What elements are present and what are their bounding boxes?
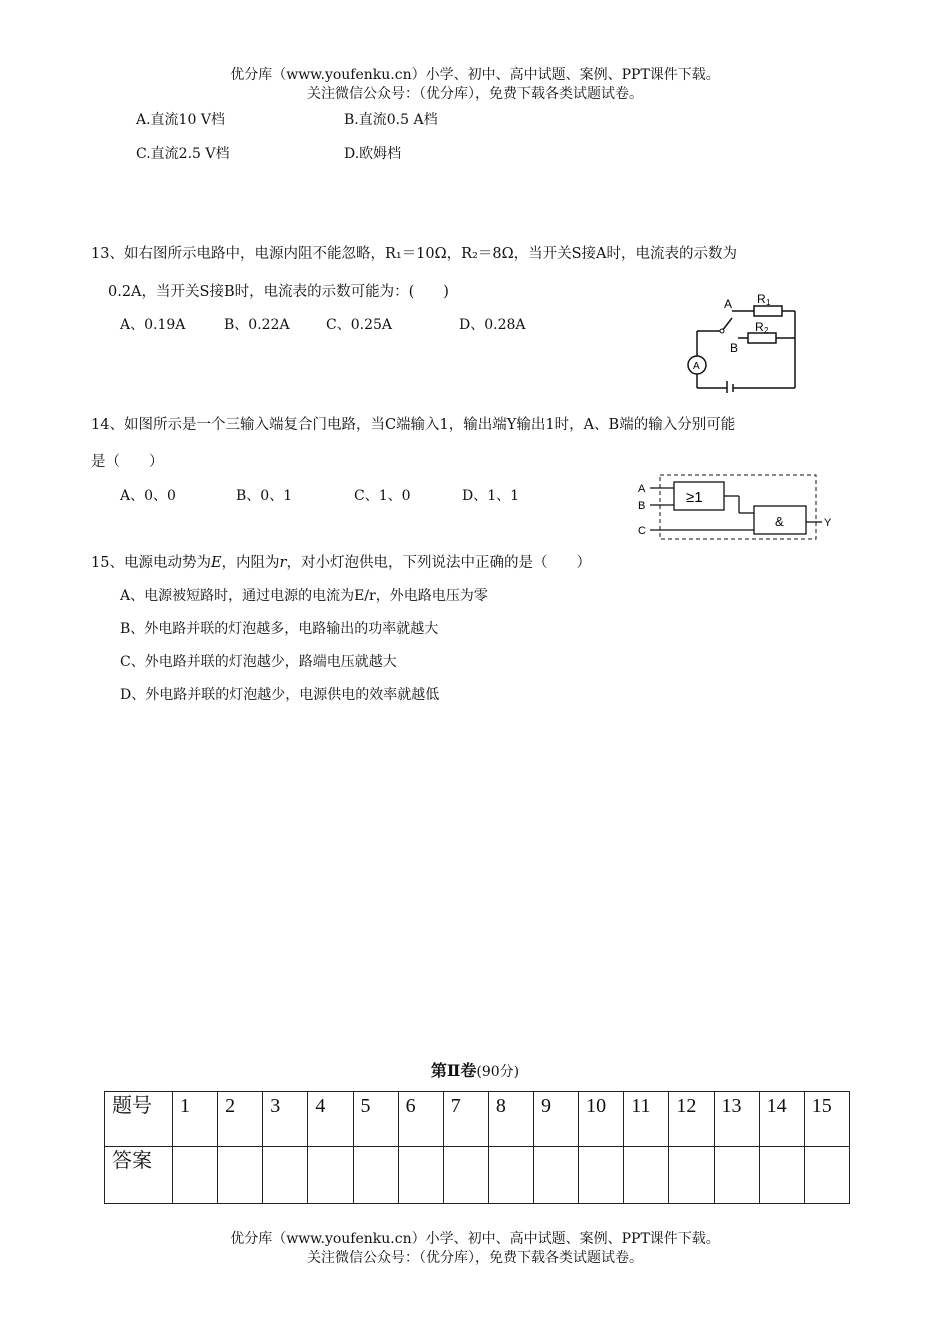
answer-cell[interactable] <box>218 1147 263 1204</box>
answer-cell[interactable] <box>624 1147 669 1204</box>
q13-stem-line-2: 0.2A，当开关S接B时，电流表的示数可能为：( ) <box>108 284 449 300</box>
circuit-label-r2-sub: 2 <box>764 326 769 335</box>
q14-option-b: B、0、1 <box>236 488 293 504</box>
resistor-r2 <box>748 333 776 343</box>
answer-cell[interactable] <box>488 1147 533 1204</box>
q14-option-a: A、0、0 <box>120 488 176 504</box>
ammeter-label: A <box>693 361 700 372</box>
header-line-2: 关注微信公众号：（优分库），免费下载各类试题试卷。 <box>307 86 643 102</box>
answer-table-row1-label: 题号 <box>105 1092 173 1147</box>
q14-stem-line-2: 是（ ） <box>91 454 164 470</box>
q15-option-b: B、外电路并联的灯泡越多，电路输出的功率就越大 <box>120 621 439 637</box>
answer-table <box>104 1091 850 1204</box>
question-number-cell: 2 <box>218 1092 263 1147</box>
circuit-label-b: B <box>730 341 739 355</box>
answer-table-number-row <box>105 1092 850 1147</box>
q15-stem-resistance: r <box>279 555 287 571</box>
q13-option-a: A、0.19A <box>120 317 186 333</box>
answer-cell[interactable] <box>263 1147 308 1204</box>
q15-option-c: C、外电路并联的灯泡越少，路端电压就越大 <box>120 654 397 670</box>
answer-cell[interactable] <box>353 1147 398 1204</box>
answer-cell[interactable] <box>398 1147 443 1204</box>
answer-cell[interactable] <box>443 1147 488 1204</box>
section-2-title <box>0 1058 950 1081</box>
q14-option-d: D、1、1 <box>462 488 520 504</box>
gate-input-b: B <box>638 500 646 512</box>
and-gate-label: & <box>775 514 784 529</box>
q12-option-d: D.欧姆档 <box>344 146 402 162</box>
q12-option-a: A.直流10 V档 <box>136 112 225 128</box>
q15-stem-prefix: 15、电源电动势为 <box>91 555 211 571</box>
question-number-cell: 15 <box>804 1092 849 1147</box>
q13-option-c: C、0.25A <box>326 317 392 333</box>
question-number-cell: 13 <box>714 1092 759 1147</box>
answer-cell[interactable] <box>804 1147 849 1204</box>
answer-cell[interactable] <box>534 1147 579 1204</box>
q15-stem <box>91 551 591 572</box>
circuit-label-r1: R <box>757 292 766 306</box>
section-2-title-score: (90分) <box>476 1064 520 1080</box>
answer-cell[interactable] <box>714 1147 759 1204</box>
circuit-label-r2: R <box>755 320 764 334</box>
question-number-cell: 11 <box>624 1092 669 1147</box>
q15-option-a: A、电源被短路时，通过电源的电流为E/r，外电路电压为零 <box>120 588 488 604</box>
answer-cell[interactable] <box>579 1147 624 1204</box>
q14-option-c: C、1、0 <box>354 488 411 504</box>
question-number-cell: 8 <box>488 1092 533 1147</box>
q13-stem-line-1: 13、如右图所示电路中，电源内阻不能忽略，R₁＝10Ω，R₂＝8Ω，当开关S接A时，电流表的示数为 <box>91 246 738 262</box>
resistor-r1 <box>754 306 782 316</box>
q15-option-d: D、外电路并联的灯泡越少，电源供电的效率就越低 <box>120 687 440 703</box>
question-number-cell: 7 <box>443 1092 488 1147</box>
q15-stem-suffix: ，对小灯泡供电，下列说法中正确的是（ ） <box>286 555 591 571</box>
q15-stem-emf: E <box>210 555 222 571</box>
question-number-cell: 12 <box>669 1092 714 1147</box>
answer-cell[interactable] <box>759 1147 804 1204</box>
q13-option-b: B、0.22A <box>224 317 290 333</box>
question-number-cell: 3 <box>263 1092 308 1147</box>
answer-table-row2-label: 答案 <box>105 1147 173 1204</box>
question-number-cell: 4 <box>308 1092 353 1147</box>
answer-table-answer-row <box>105 1147 850 1204</box>
gate-output-y: Y <box>824 517 832 529</box>
answer-cell[interactable] <box>173 1147 218 1204</box>
circuit-label-a: A <box>724 297 733 311</box>
circuit-label-r1-sub: 1 <box>766 298 771 307</box>
header-line-1: 优分库（www.youfenku.cn）小学、初中、高中试题、案例、PPT课件下载。 <box>230 67 720 83</box>
or-gate-label: ≥1 <box>686 489 703 506</box>
gate-input-c: C <box>638 525 646 537</box>
footer-line-2: 关注微信公众号：（优分库），免费下载各类试题试卷。 <box>307 1250 643 1266</box>
question-number-cell: 10 <box>579 1092 624 1147</box>
q13-circuit-diagram <box>680 288 805 393</box>
q12-option-c: C.直流2.5 V档 <box>136 146 230 162</box>
answer-cell[interactable] <box>669 1147 714 1204</box>
question-number-cell: 6 <box>398 1092 443 1147</box>
footer-line-1: 优分库（www.youfenku.cn）小学、初中、高中试题、案例、PPT课件下载。 <box>230 1231 720 1247</box>
question-number-cell: 5 <box>353 1092 398 1147</box>
section-2-title-prefix: 第Ⅱ卷 <box>430 1061 477 1080</box>
question-number-cell: 1 <box>173 1092 218 1147</box>
q14-stem-line-1: 14、如图所示是一个三输入端复合门电路，当C端输入1，输出端Y输出1时，A、B端的输入分别可能 <box>91 417 736 433</box>
answer-cell[interactable] <box>308 1147 353 1204</box>
q15-stem-mid: ，内阻为 <box>221 555 280 571</box>
question-number-cell: 14 <box>759 1092 804 1147</box>
q14-gate-diagram <box>636 470 836 545</box>
gate-input-a: A <box>638 483 646 495</box>
q13-option-d: D、0.28A <box>459 317 526 333</box>
q12-option-b: B.直流0.5 A档 <box>344 112 438 128</box>
question-number-cell: 9 <box>534 1092 579 1147</box>
